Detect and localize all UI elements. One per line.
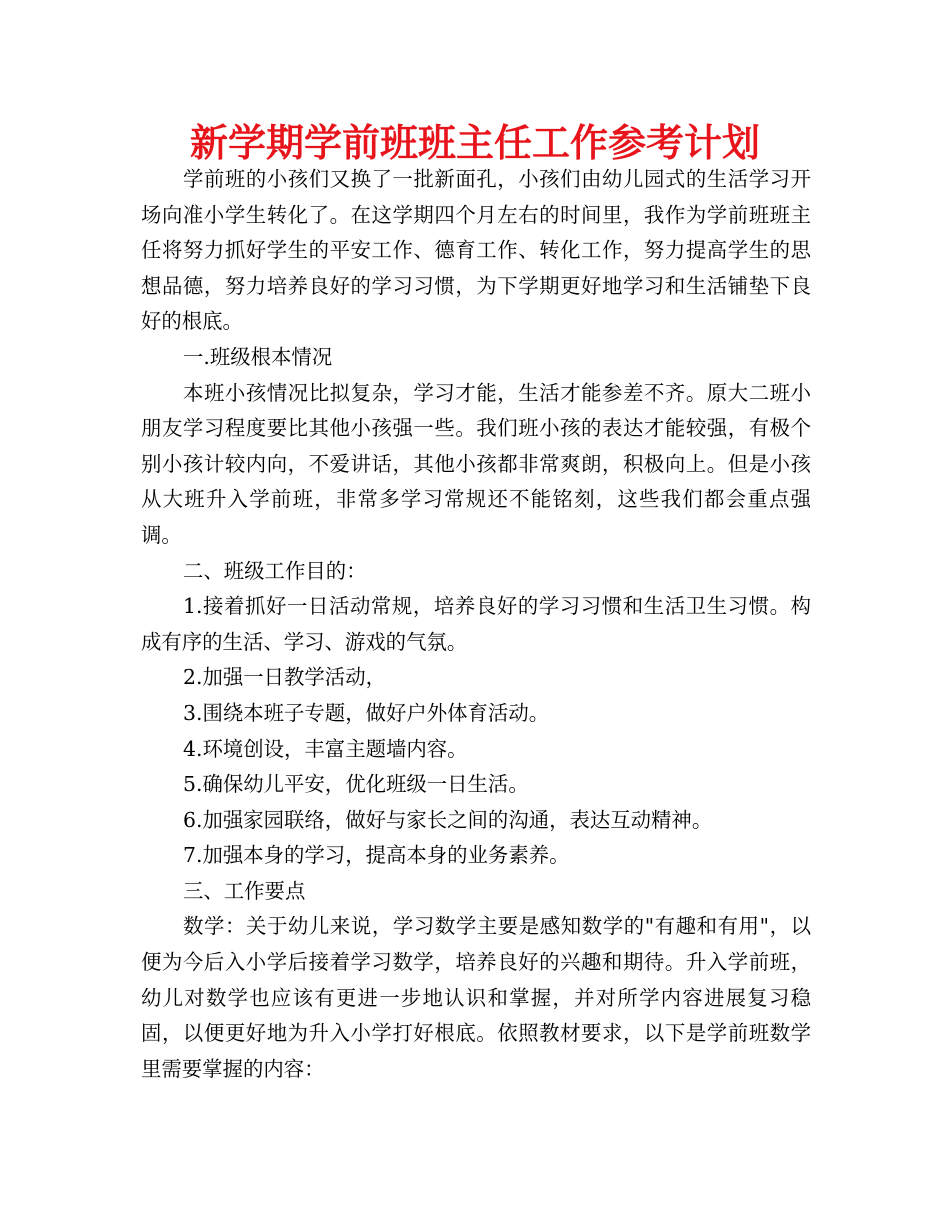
section-heading-1: 一.班级根本情况 <box>183 344 333 369</box>
paragraph-class-situation: 本班小孩情况比拟复杂，学习才能，生活才能参差不齐。原大二班小朋友学习程度要比其他小孩强一些。我们班小孩的表达才能较强，有极个别小孩计较内向，不爱讲话，其他小孩都非常爽朗，积极向上。但是小孩从大班升入学前班，非常多学习常规还不能铭刻，这些我们都会重点强调。 <box>141 380 811 547</box>
goal-item-1: 1.接着抓好一日活动常规，培养良好的学习习惯和生活卫生习惯。构成有序的生活、学习、游戏的气氛。 <box>141 594 811 654</box>
section-heading-2: 二、班级工作目的： <box>183 558 367 583</box>
document-body <box>141 162 811 1087</box>
goal-item-7: 7.加强本身的学习，提高本身的业务素养。 <box>183 843 570 868</box>
paragraph-math: 数学：关于幼儿来说，学习数学主要是感知数学的"有趣和有用"，以便为今后入小学后接着学习数学，培养良好的兴趣和期待。升入学前班，幼儿对数学也应该有更进一步地认识和掌握，并对所学内容进展复习稳固，以便更好地为升入小学打好根底。依照教材要求，以下是学前班数学里需要掌握的内容： <box>141 914 811 1081</box>
document-title: 新学期学前班班主任工作参考计划 <box>189 121 760 165</box>
goal-item-3: 3.围绕本班子专题，做好户外体育活动。 <box>183 700 550 725</box>
goal-item-2: 2.加强一日教学活动， <box>183 665 386 690</box>
paragraph-intro: 学前班的小孩们又换了一批新面孔，小孩们由幼儿园式的生活学习开场向准小学生转化了。在这学期四个月左右的时间里，我作为学前班班主任将努力抓好学生的平安工作、德育工作、转化工作，努力提高学生的思想品德，努力培养良好的学习习惯，为下学期更好地学习和生活铺垫下良好的根底。 <box>141 167 811 334</box>
goal-item-6: 6.加强家园联络，做好与家长之间的沟通，表达互动精神。 <box>183 807 713 832</box>
goal-item-5: 5.确保幼儿平安，优化班级一日生活。 <box>183 772 529 797</box>
section-heading-3: 三、工作要点 <box>183 878 306 903</box>
goal-item-4: 4.环境创设，丰富主题墙内容。 <box>183 736 468 761</box>
